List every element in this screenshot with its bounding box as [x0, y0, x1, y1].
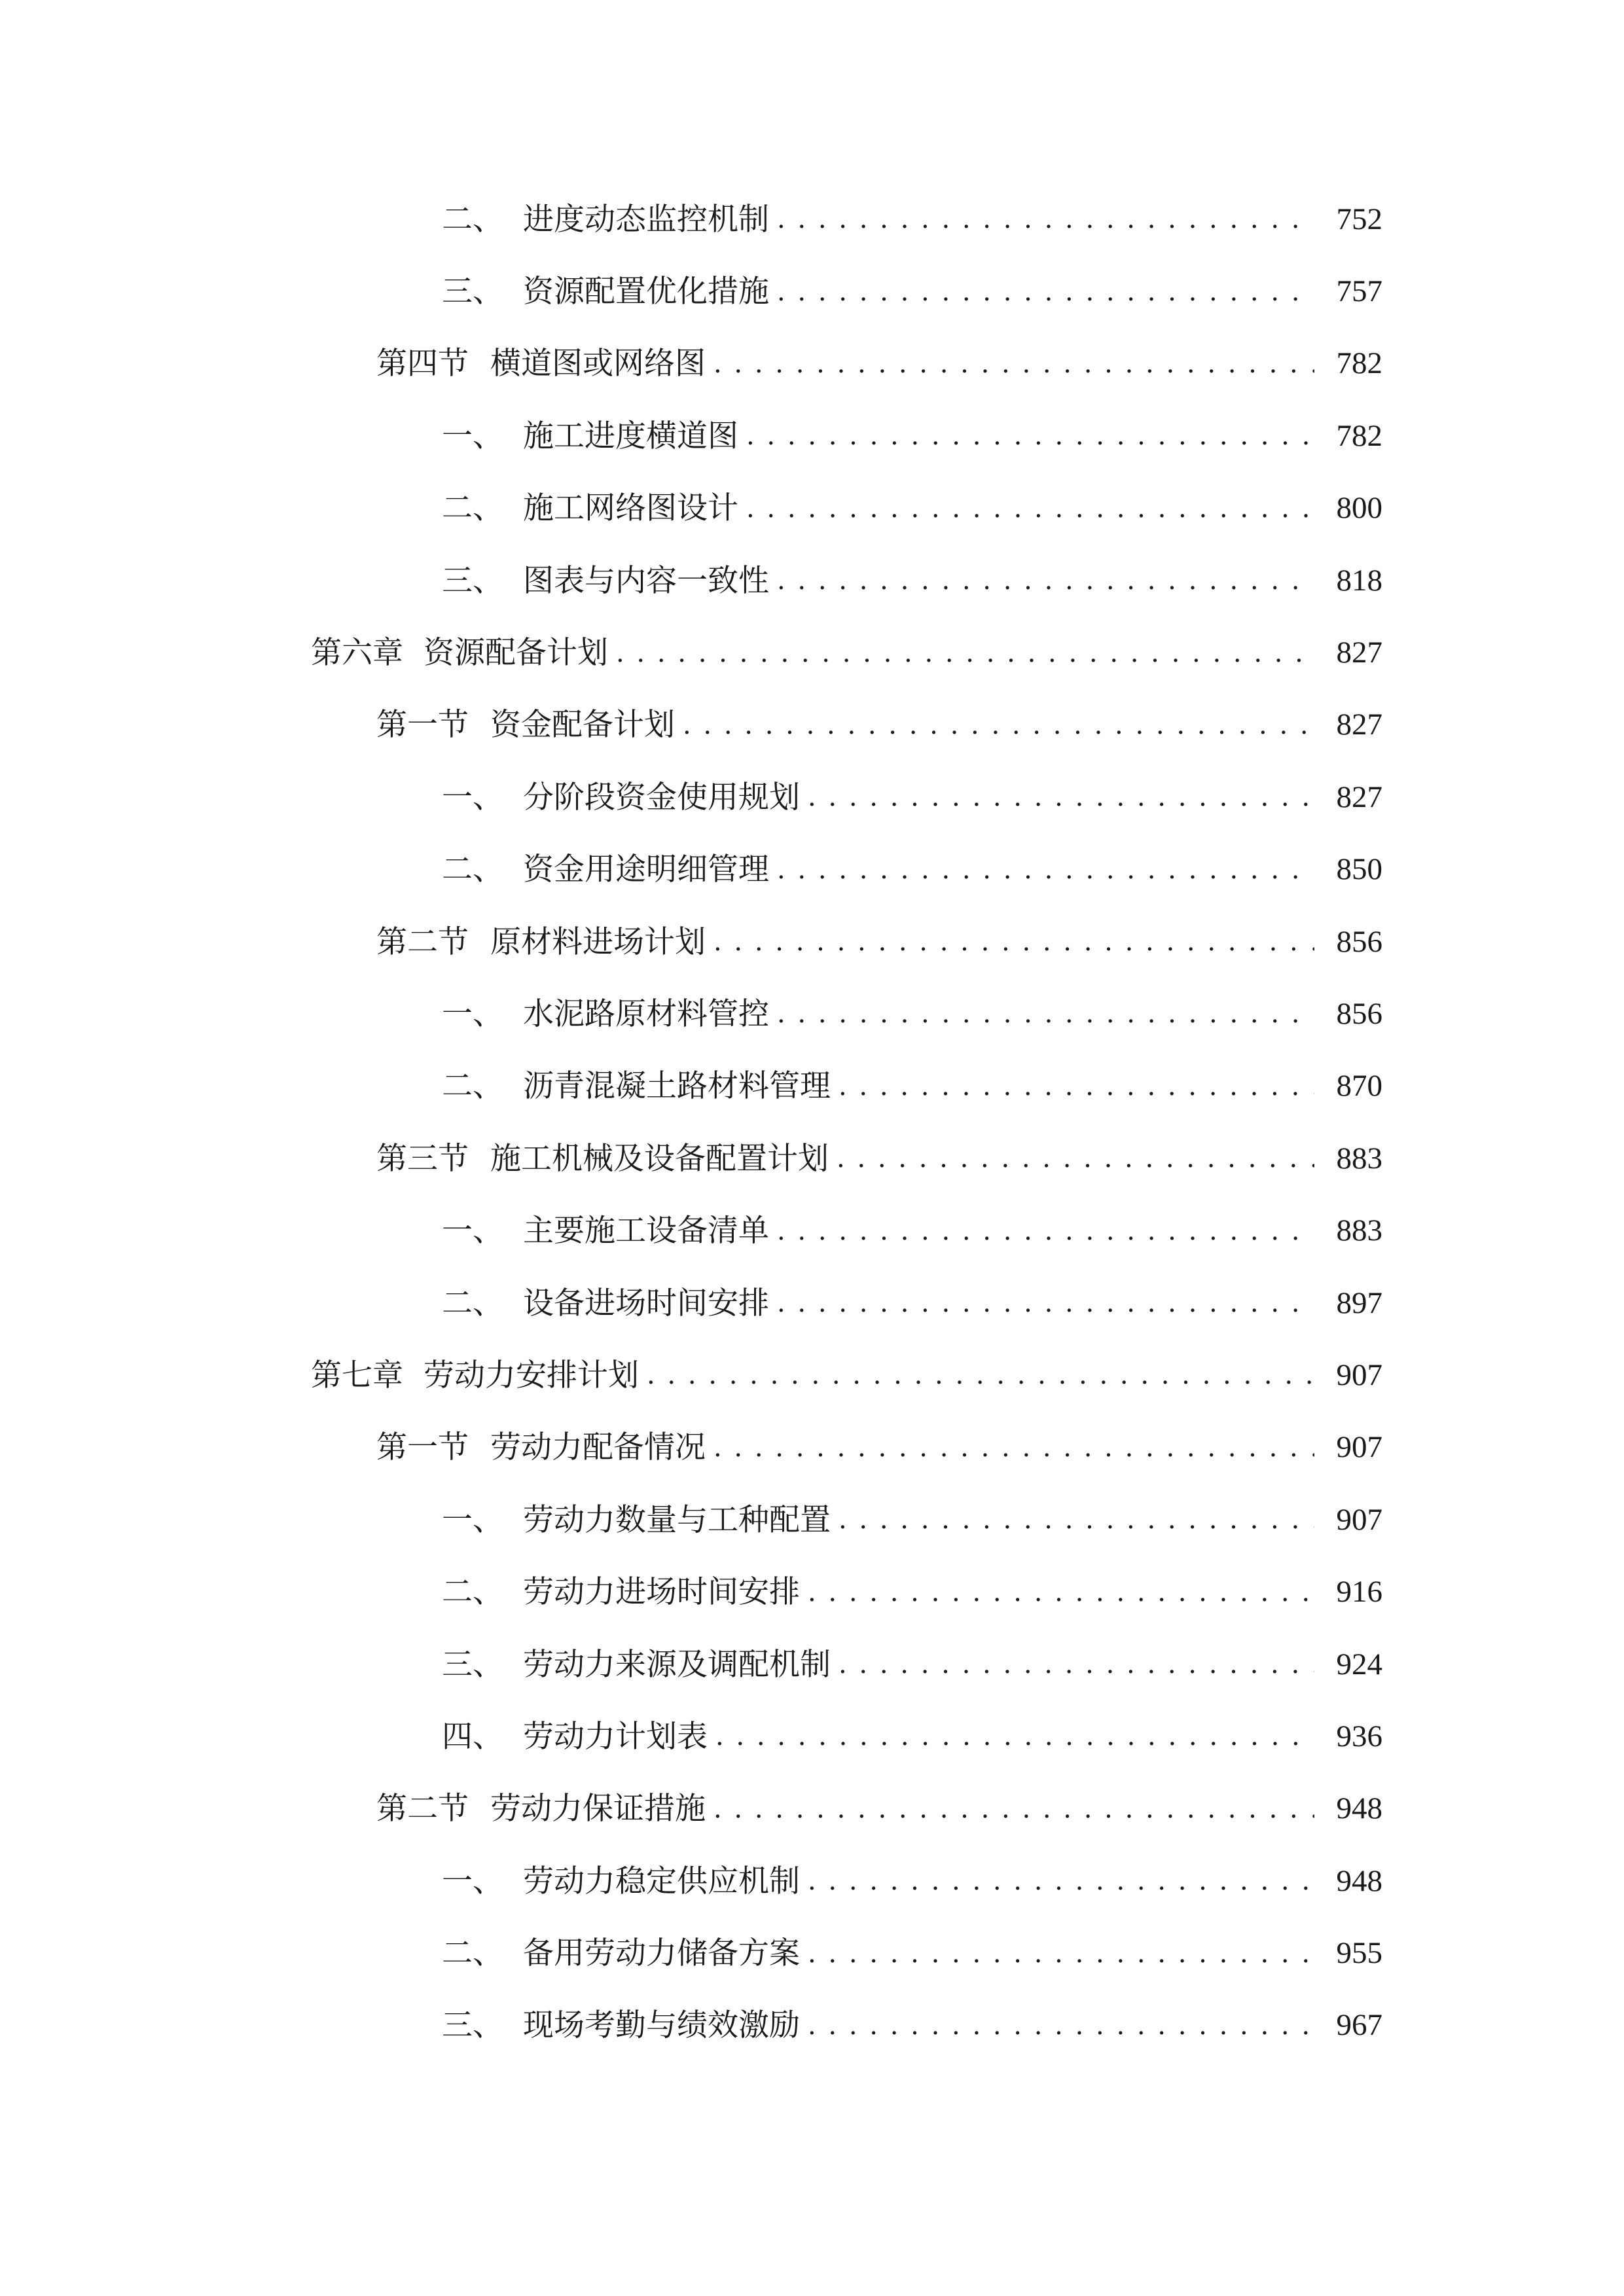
toc-entry-number: 二、 [442, 201, 503, 238]
toc-entry-title: 横道图或网络图 [490, 346, 706, 382]
toc-entry-level-3[interactable] [0, 1556, 1624, 1628]
toc-entry-title: 劳动力来源及调配机制 [523, 1646, 831, 1683]
toc-entry-number: 一、 [442, 996, 503, 1032]
dot-leader [715, 1723, 1314, 1749]
toc-entry-number: 二、 [442, 1285, 503, 1321]
toc-entry-level-3[interactable] [0, 255, 1624, 327]
dot-leader [808, 1579, 1314, 1605]
toc-entry-title: 资源配备计划 [424, 635, 608, 672]
toc-entry-title: 劳动力稳定供应机制 [523, 1863, 800, 1899]
toc-entry-level-3[interactable] [0, 1990, 1624, 2062]
toc-entry-title: 劳动力配备情况 [490, 1429, 706, 1466]
toc-entry-number: 第六章 [311, 635, 403, 672]
dot-leader [839, 1651, 1314, 1677]
toc-entry-page-number: 907 [1336, 1502, 1382, 1537]
dot-leader [746, 495, 1314, 522]
toc-entry-level-3[interactable] [0, 834, 1624, 906]
toc-entry-number: 二、 [442, 852, 503, 888]
toc-entry-page-number: 752 [1336, 202, 1382, 236]
toc-entry-level-3[interactable] [0, 1484, 1624, 1556]
dot-leader [839, 1507, 1314, 1533]
dot-leader [808, 2013, 1314, 2039]
toc-entry-level-3[interactable] [0, 1628, 1624, 1700]
toc-entry-page-number: 782 [1336, 346, 1382, 381]
dot-leader [777, 279, 1314, 305]
dot-leader [777, 567, 1314, 594]
toc-entry-number: 二、 [442, 1068, 503, 1105]
toc-entry-title: 施工网络图设计 [523, 490, 738, 527]
toc-entry-number: 二、 [442, 1574, 503, 1611]
toc-entry-number: 三、 [442, 2007, 503, 2044]
toc-entry-number: 三、 [442, 274, 503, 310]
toc-entry-title: 资金用途明细管理 [523, 852, 769, 888]
toc-entry-page-number: 782 [1336, 418, 1382, 453]
toc-entry-number: 三、 [442, 562, 503, 599]
toc-entry-title: 设备进场时间安排 [523, 1285, 769, 1321]
toc-entry-number: 三、 [442, 1646, 503, 1683]
dot-leader [713, 1435, 1314, 1461]
toc-entry-page-number: 870 [1336, 1069, 1382, 1103]
dot-leader [808, 1941, 1314, 1967]
toc-entry-level-3[interactable] [0, 1700, 1624, 1772]
toc-entry-title: 备用劳动力储备方案 [523, 1935, 800, 1972]
toc-entry-title: 劳动力保证措施 [490, 1791, 706, 1827]
toc-entry-page-number: 916 [1336, 1575, 1382, 1609]
toc-entry-level-2[interactable] [0, 328, 1624, 400]
toc-entry-title: 资源配置优化措施 [523, 274, 769, 310]
toc-entry-page-number: 967 [1336, 2008, 1382, 2043]
toc-entry-number: 二、 [442, 1935, 503, 1972]
toc-entry-title: 水泥路原材料管控 [523, 996, 769, 1032]
toc-entry-level-2[interactable] [0, 1412, 1624, 1484]
dot-leader [808, 1868, 1314, 1894]
toc-entry-page-number: 936 [1336, 1719, 1382, 1753]
toc-entry-page-number: 883 [1336, 1141, 1382, 1175]
toc-entry-title: 主要施工设备清单 [523, 1213, 769, 1249]
toc-entry-title: 劳动力计划表 [523, 1718, 708, 1755]
toc-entry-page-number: 907 [1336, 1430, 1382, 1465]
toc-entry-level-1[interactable] [0, 617, 1624, 689]
toc-entry-title: 沥青混凝土路材料管理 [523, 1068, 831, 1105]
toc-entry-title: 资金配备计划 [490, 707, 675, 744]
dot-leader [713, 351, 1314, 377]
toc-entry-title: 进度动态监控机制 [523, 201, 769, 238]
toc-entry-page-number: 827 [1336, 636, 1382, 670]
toc-entry-page-number: 948 [1336, 1863, 1382, 1898]
toc-entry-level-3[interactable] [0, 1050, 1624, 1122]
toc-entry-level-2[interactable] [0, 906, 1624, 978]
toc-entry-number: 第一节 [376, 707, 469, 744]
toc-entry-page-number: 757 [1336, 274, 1382, 309]
toc-entry-level-3[interactable] [0, 545, 1624, 617]
dot-leader [777, 1218, 1314, 1244]
toc-entry-level-3[interactable] [0, 1194, 1624, 1266]
dot-leader [777, 1290, 1314, 1316]
toc-entry-level-3[interactable] [0, 1917, 1624, 1989]
toc-entry-page-number: 856 [1336, 924, 1382, 959]
toc-entry-page-number: 800 [1336, 491, 1382, 526]
toc-entry-number: 第四节 [376, 346, 469, 382]
toc-entry-level-3[interactable] [0, 761, 1624, 833]
dot-leader [746, 423, 1314, 449]
toc-entry-page-number: 827 [1336, 780, 1382, 814]
dot-leader [839, 1073, 1314, 1100]
toc-entry-level-2[interactable] [0, 689, 1624, 761]
dot-leader [777, 1001, 1314, 1027]
toc-entry-page-number: 948 [1336, 1791, 1382, 1826]
toc-entry-level-2[interactable] [0, 1773, 1624, 1845]
dot-leader [777, 206, 1314, 232]
dot-leader [837, 1145, 1314, 1172]
toc-entry-title: 施工机械及设备配置计划 [490, 1140, 829, 1177]
toc-entry-page-number: 856 [1336, 996, 1382, 1031]
toc-entry-number: 一、 [442, 1501, 503, 1538]
toc-entry-number: 一、 [442, 1213, 503, 1249]
toc-entry-title: 劳动力安排计划 [424, 1357, 639, 1393]
toc-entry-level-3[interactable] [0, 183, 1624, 255]
toc-entry-level-2[interactable] [0, 1122, 1624, 1194]
toc-entry-level-1[interactable] [0, 1339, 1624, 1411]
toc-entry-number: 第二节 [376, 1791, 469, 1827]
dot-leader [713, 929, 1314, 955]
toc-entry-page-number: 827 [1336, 708, 1382, 742]
toc-entry-page-number: 955 [1336, 1936, 1382, 1971]
toc-entry-number: 四、 [442, 1718, 503, 1755]
toc-entry-page-number: 907 [1336, 1357, 1382, 1392]
toc-entry-number: 一、 [442, 418, 503, 454]
toc-entry-number: 二、 [442, 490, 503, 527]
toc-entry-title: 原材料进场计划 [490, 924, 706, 960]
toc-entry-level-3[interactable] [0, 400, 1624, 472]
toc-entry-level-3[interactable] [0, 978, 1624, 1050]
toc-entry-page-number: 818 [1336, 563, 1382, 598]
dot-leader [683, 712, 1314, 738]
dot-leader [808, 784, 1314, 810]
dot-leader [777, 857, 1314, 883]
toc-entry-level-3[interactable] [0, 1845, 1624, 1917]
toc-entry-title: 劳动力数量与工种配置 [523, 1501, 831, 1538]
toc-entry-page-number: 850 [1336, 852, 1382, 887]
toc-entry-number: 第二节 [376, 924, 469, 960]
dot-leader [616, 640, 1314, 666]
toc-entry-title: 图表与内容一致性 [523, 562, 769, 599]
toc-entry-level-3[interactable] [0, 1267, 1624, 1339]
toc-entry-title: 施工进度横道图 [523, 418, 738, 454]
dot-leader [647, 1362, 1314, 1388]
toc-entry-page-number: 883 [1336, 1213, 1382, 1248]
toc-entry-title: 劳动力进场时间安排 [523, 1574, 800, 1611]
toc-entry-number: 一、 [442, 1863, 503, 1899]
toc-entry-level-3[interactable] [0, 473, 1624, 545]
toc-entry-number: 第三节 [376, 1140, 469, 1177]
toc-entry-title: 现场考勤与绩效激励 [523, 2007, 800, 2044]
toc-entry-page-number: 897 [1336, 1285, 1382, 1320]
toc-entry-number: 一、 [442, 779, 503, 816]
dot-leader [713, 1796, 1314, 1822]
toc-entry-title: 分阶段资金使用规划 [523, 779, 800, 816]
toc-entry-number: 第一节 [376, 1429, 469, 1466]
toc-entry-number: 第七章 [311, 1357, 403, 1393]
toc-entry-page-number: 924 [1336, 1647, 1382, 1681]
table-of-contents [0, 183, 1624, 2062]
